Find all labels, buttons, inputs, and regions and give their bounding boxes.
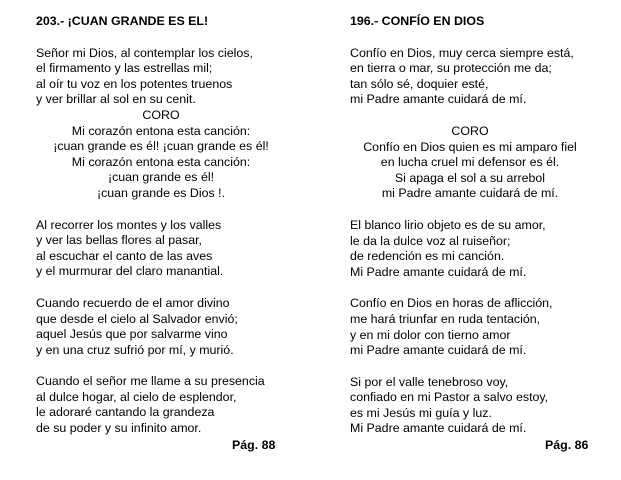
- verse-line: Confío en Dios, muy cerca siempre está,: [350, 45, 574, 60]
- verse-line: Al recorrer los montes y los valles: [36, 217, 222, 232]
- verse-line: y ver las bellas flores al pasar,: [36, 233, 202, 248]
- hymn-title: 196.- CONFÍO EN DIOS: [350, 14, 485, 28]
- stanza-4: [350, 375, 590, 437]
- verse-line: Si por el valle tenebroso voy,: [350, 374, 509, 389]
- verse-line: al escuchar el canto de las aves: [36, 248, 213, 263]
- verse-line: al oír tu voz en los potentes truenos: [36, 76, 233, 91]
- verse-line: y en mi dolor con tierno amor: [350, 327, 511, 342]
- verse-line: le da la dulce voz al ruiseñor;: [350, 233, 511, 248]
- verse-line: y ver brillar al sol en su cenit.: [36, 92, 196, 107]
- verse-line: mi Padre amante cuidará de mí.: [350, 343, 527, 358]
- chorus: [350, 124, 590, 202]
- verse-line: Mi Padre amante cuidará de mí.: [350, 264, 527, 279]
- stanza-2: [350, 218, 590, 280]
- verse-line: confiado en mi Pastor a salvo estoy,: [350, 390, 549, 405]
- verse-line: le adoraré cantando la grandeza: [36, 405, 215, 420]
- verse-line: de redención es mi canción.: [350, 249, 505, 264]
- page-number: Pág. 86: [545, 438, 589, 452]
- verse-line: que desde el cielo al Salvador envió;: [36, 311, 238, 326]
- stanza-4: [36, 374, 286, 436]
- stanza-1: [350, 46, 590, 108]
- chorus-line: Mi corazón entona esta canción:: [71, 154, 251, 169]
- chorus-line: Confío en Dios quien es mi amparo fiel: [363, 139, 577, 154]
- hymn-196: [350, 14, 590, 453]
- chorus-line: Si apaga el sol a su arrebol: [394, 170, 546, 185]
- stanza-3: [350, 296, 590, 358]
- verse-line: me hará triunfar en ruda tentación,: [350, 311, 541, 326]
- verse-line: y en una cruz sufrió por mí, y murió.: [36, 342, 234, 357]
- verse-line: Señor mi Dios, al contemplar los cielos,: [36, 45, 253, 60]
- verse-line: el firmamento y las estrellas mil;: [36, 61, 213, 76]
- verse-line: aquel Jesús que por salvarme vino: [36, 327, 228, 342]
- chorus-label: CORO: [142, 107, 180, 122]
- chorus-line: en lucha cruel mi defensor es él.: [380, 155, 560, 170]
- verse-line: de su poder y su infinito amor.: [36, 421, 202, 436]
- chorus-line: mi Padre amante cuidará de mí.: [381, 186, 559, 201]
- chorus-line: ¡cuan grande es él! ¡cuan grande es él!: [53, 139, 269, 154]
- verse-line: en tierra o mar, su protección me da;: [350, 61, 552, 76]
- verse-line: Confío en Dios en horas de aflicción,: [350, 296, 553, 311]
- verse-line: al dulce hogar, al cielo de esplendor,: [36, 389, 237, 404]
- verse-line: y el murmurar del claro manantial.: [36, 264, 224, 279]
- verse-line: Cuando el señor me llame a su presencia: [36, 374, 265, 389]
- stanza-2: [36, 218, 286, 280]
- stanza-1: [36, 46, 286, 108]
- verse-line: mi Padre amante cuidará de mí.: [350, 92, 527, 107]
- chorus-label: CORO: [451, 123, 489, 138]
- verse-line: Mi Padre amante cuidará de mí.: [350, 421, 527, 436]
- verse-line: es mi Jesús mi guía y luz.: [350, 405, 492, 420]
- chorus: [36, 108, 286, 202]
- chorus-line: Mi corazón entona esta canción:: [71, 123, 251, 138]
- stanza-3: [36, 296, 286, 358]
- hymn-title: 203.- ¡CUAN GRANDE ES EL!: [36, 14, 209, 28]
- chorus-line: ¡cuan grande es Dios !.: [96, 185, 226, 200]
- verse-line: Cuando recuerdo de el amor divino: [36, 295, 230, 310]
- hymn-203: [36, 14, 286, 453]
- verse-line: tan sólo sé, doquier esté,: [350, 76, 489, 91]
- verse-line: El blanco lirio objeto es de su amor,: [350, 217, 546, 232]
- page-number: Pág. 88: [232, 438, 276, 452]
- chorus-line: ¡cuan grande es él!: [107, 170, 215, 185]
